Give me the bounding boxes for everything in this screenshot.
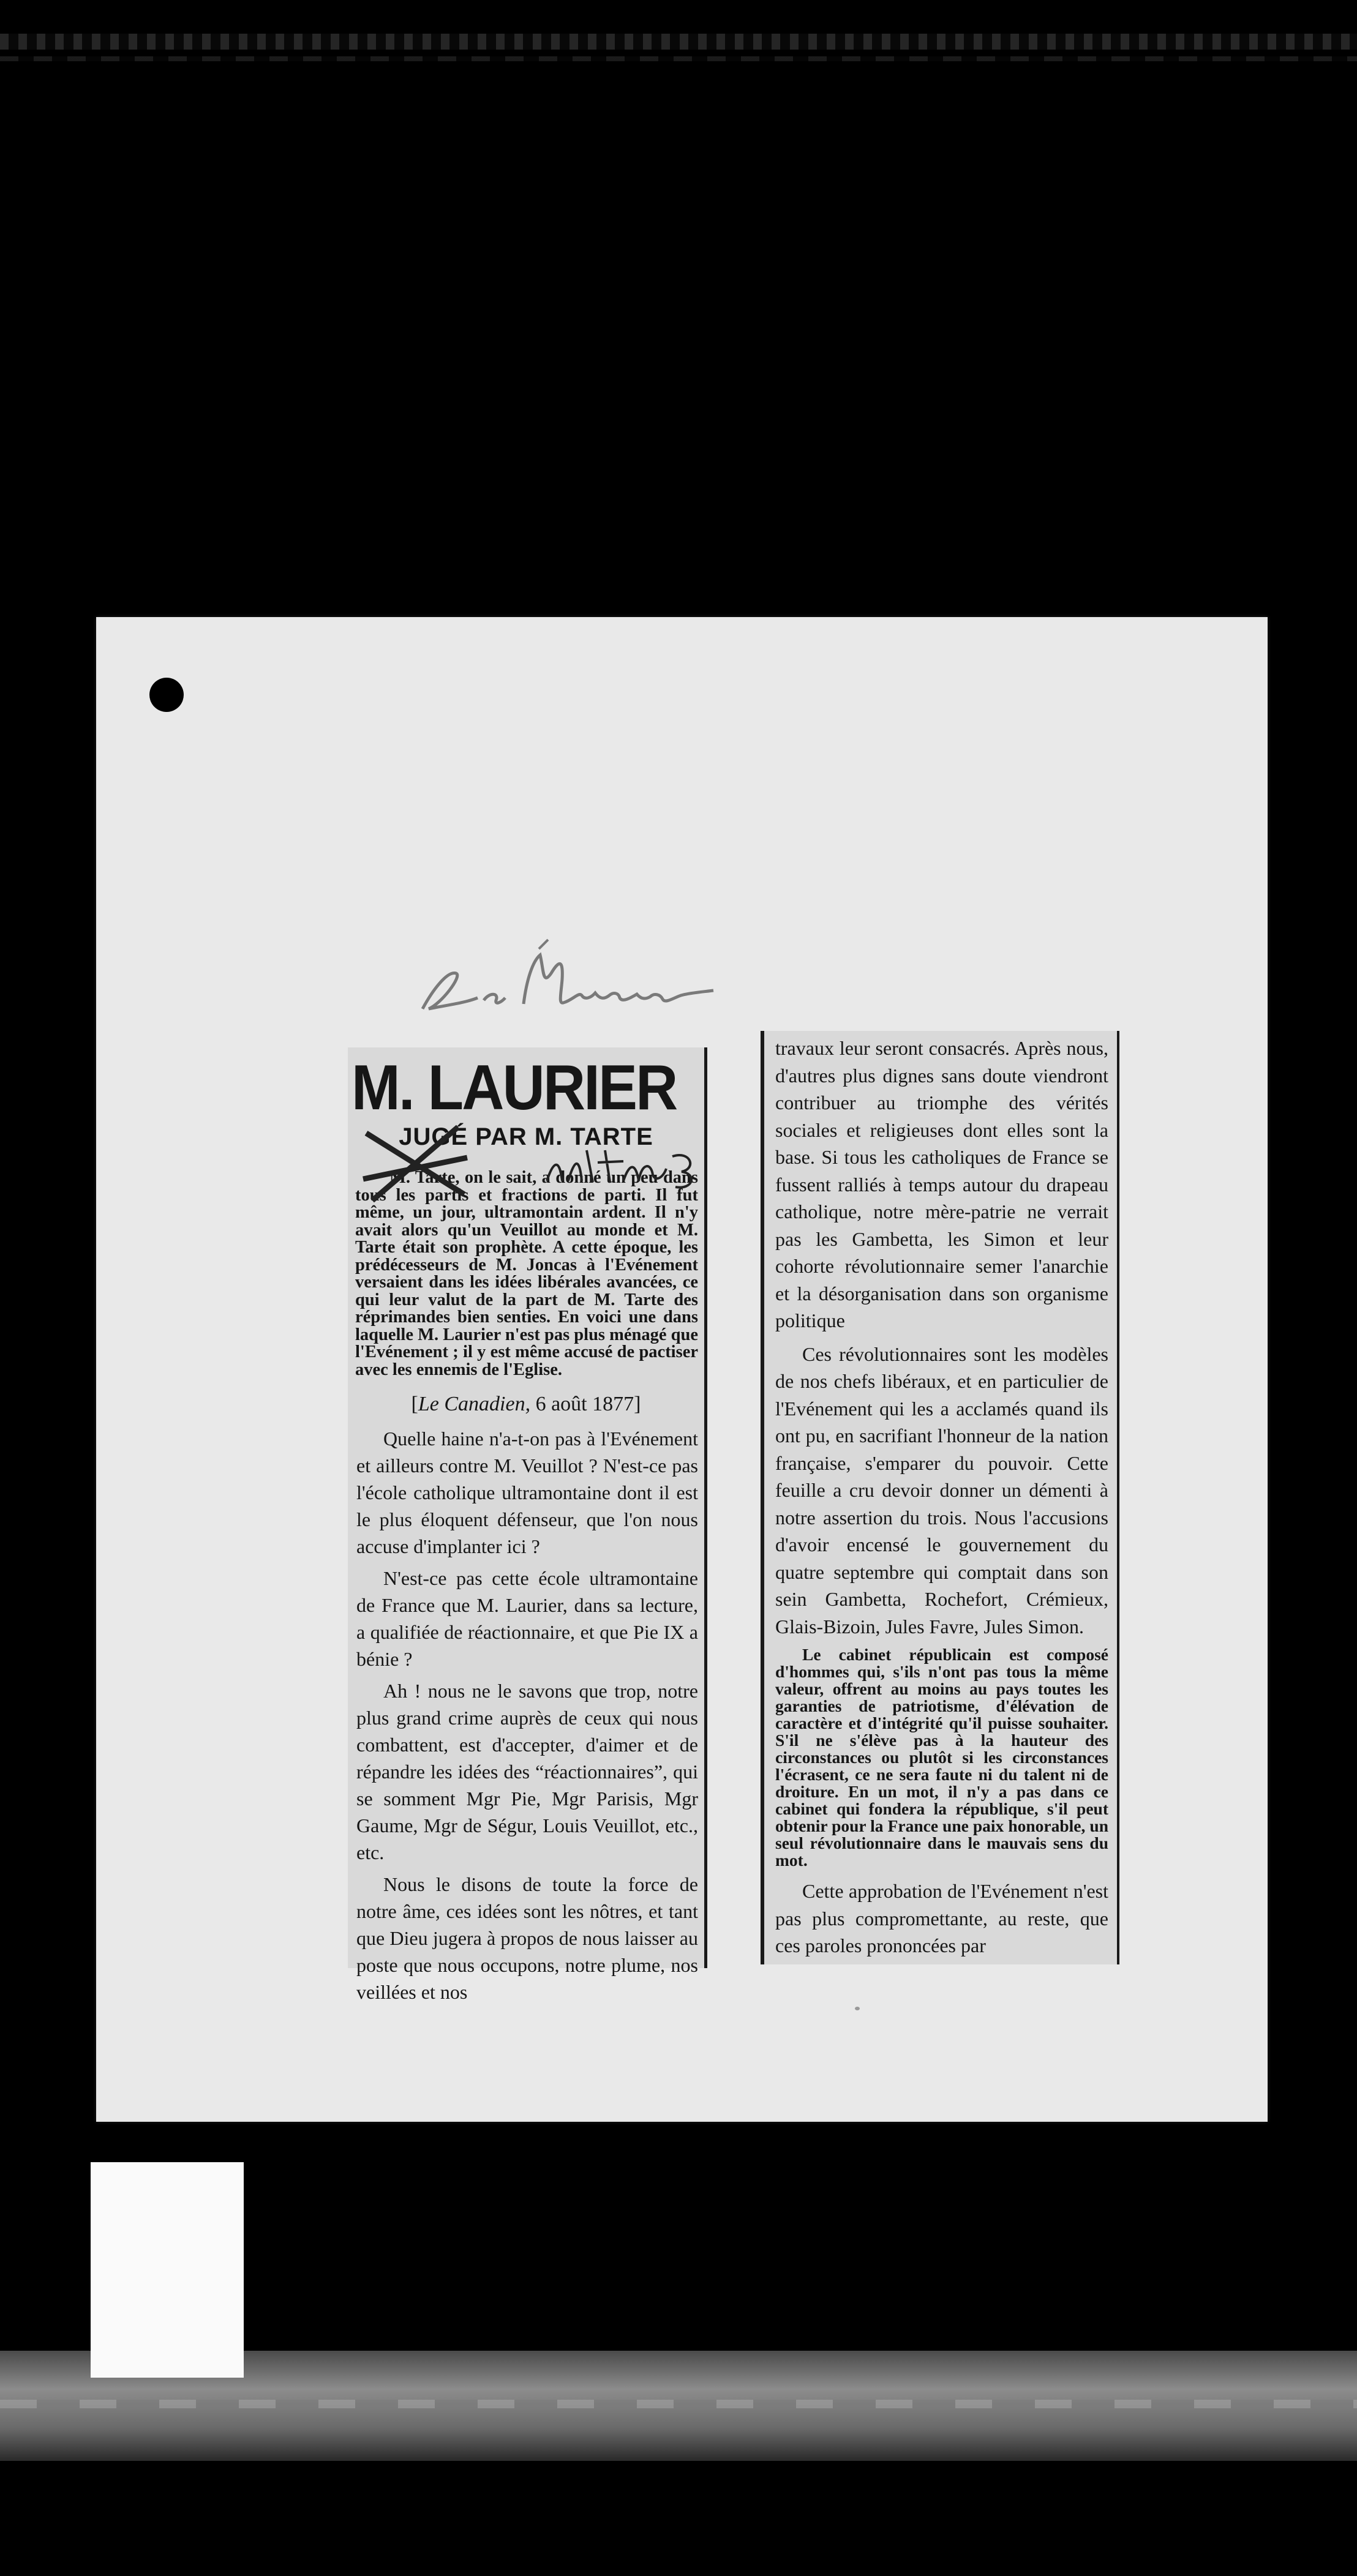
film-edge-top bbox=[0, 34, 1357, 50]
film-edge-top-secondary bbox=[0, 56, 1357, 61]
clipping-right-column bbox=[761, 1031, 1119, 1964]
headline: M. LAURIER bbox=[351, 1052, 677, 1123]
intro-text: M. Tarte, on le sait, a donné un peu dans tous les partis et fractions de parti. Il fut même, un jour, ultramontain ardent. Il n'y avait alors qu'un Veuillot au monde et M. Tarte était son prophète. A cette époque, les prédécesseurs de M. Joncas à l'Evénement versaient dans les idées libérales avancées, ce qui leur valut de la part de M. Tarte des réprimandes bien senties. En voici une dans laquelle M. Laurier n'est pas plus ménagé que l'Evénement ; il y est même accusé de pactiser avec les ennemis de l'Eglise. bbox=[355, 1168, 699, 1379]
clipping-left-column bbox=[348, 1047, 707, 2003]
film-edge-bottom-texture bbox=[0, 2400, 1357, 2408]
punch-hole bbox=[149, 678, 184, 712]
handwritten-date-annotation bbox=[544, 1138, 703, 1193]
article-body-right bbox=[775, 1035, 1108, 1640]
paragraph: N'est-ce pas cette école ultramontaine de France que M. Laurier, dans sa lecture, a qualifiée de réactionnaire, et que Pie IX a bénie ? bbox=[356, 1567, 698, 1670]
paragraph: Cette approbation de l'Evénement n'est pas plus compromettante, au reste, que ces paroles prononcées par bbox=[775, 1880, 1108, 1956]
handwritten-title bbox=[398, 937, 716, 1028]
quoted-passage bbox=[775, 1646, 1108, 1869]
source-paper: Le Canadien, bbox=[418, 1393, 531, 1415]
paragraph: Quelle haine n'a-t-on pas à l'Evénement et ailleurs contre M. Veuillot ? N'est-ce pas l'école catholique ultramontaine dont il est le plus éloquent défenseur, que l'on nous accuse d'implanter ici ? bbox=[356, 1428, 698, 1557]
source-date: 6 août 1877] bbox=[535, 1393, 641, 1415]
paragraph: Ah ! nous ne le savons que trop, notre plus grand crime auprès de ceux qui nous combattent, est d'accepter, d'aimer et de répandre les idées des “réactionnaires”, qui se somment Mgr Pie, Mgr Parisis, Mgr Gaume, Mgr de Ségur, Louis Veuillot, etc., etc. bbox=[356, 1680, 698, 1863]
article-body-right-closing bbox=[775, 1878, 1108, 1960]
source-citation: [Le Canadien, 6 août 1877] bbox=[411, 1393, 641, 1415]
subheadline: JUGÉ PAR M. TARTE bbox=[399, 1123, 653, 1150]
handwritten-cross-mark bbox=[360, 1121, 470, 1207]
paragraph: travaux leur seront consacrés. Après nous, d'autres plus dignes sans doute viendront contribuer au triomphe des vérités sociales et religieuses dont elles sont la base. Si tous les catholiques de France se fussent ralliés à temps autour du drapeau catholique, notre mère-patrie ne verrait pas les Gambetta, les Simon et leur cohorte révolutionnaire semer l'anarchie et la désorganisation dans son organisme politique bbox=[775, 1037, 1108, 1331]
paper-speck bbox=[855, 2007, 860, 2010]
handwritten-date-script bbox=[544, 1138, 703, 1193]
article-body-left bbox=[356, 1425, 698, 2005]
quote-text: Le cabinet républicain est composé d'hommes qui, s'ils n'ont pas tous la même valeur, offrent au moins au pays toutes les garanties de patriotisme, d'élévation de caractère et d'intégrité qu'il puisse souhaiter. S'il ne s'élève pas à la hauteur des circonstances ou plutôt si les circonstances l'écrasent, ce ne sera faute ni du talent ni de droiture. En un mot, il n'y a pas dans ce cabinet qui fondera la république, s'il peut obtenir pour la France une paix honorable, un seul révolutionnaire dans le mauvais sens du mot. bbox=[775, 1645, 1108, 1870]
white-label-card bbox=[91, 2162, 244, 2378]
paragraph: Ces révolutionnaires sont les modèles de nos chefs libéraux, et en particulier de l'Evénement qui les a acclamés quand ils ont pu, en sacrifiant l'honneur de la nation française, s'emparer du pouvoir. Cette feuille a cru devoir donner un démenti à notre assertion du trois. Nous l'accusions d'avoir encensé le gouvernement du quatre septembre qui comptait dans son sein Gambetta, Rochefort, Crémieux, Glais-Bizoin, Jules Favre, Jules Simon. bbox=[775, 1342, 1108, 1638]
handwritten-title-script bbox=[398, 937, 716, 1028]
paragraph: Nous le disons de toute la force de notre âme, ces idées sont les nôtres, et tant que Dieu jugera à propos de nous laisser au poste que nous occupons, notre plume, nos veillées et nos bbox=[356, 1873, 698, 2003]
